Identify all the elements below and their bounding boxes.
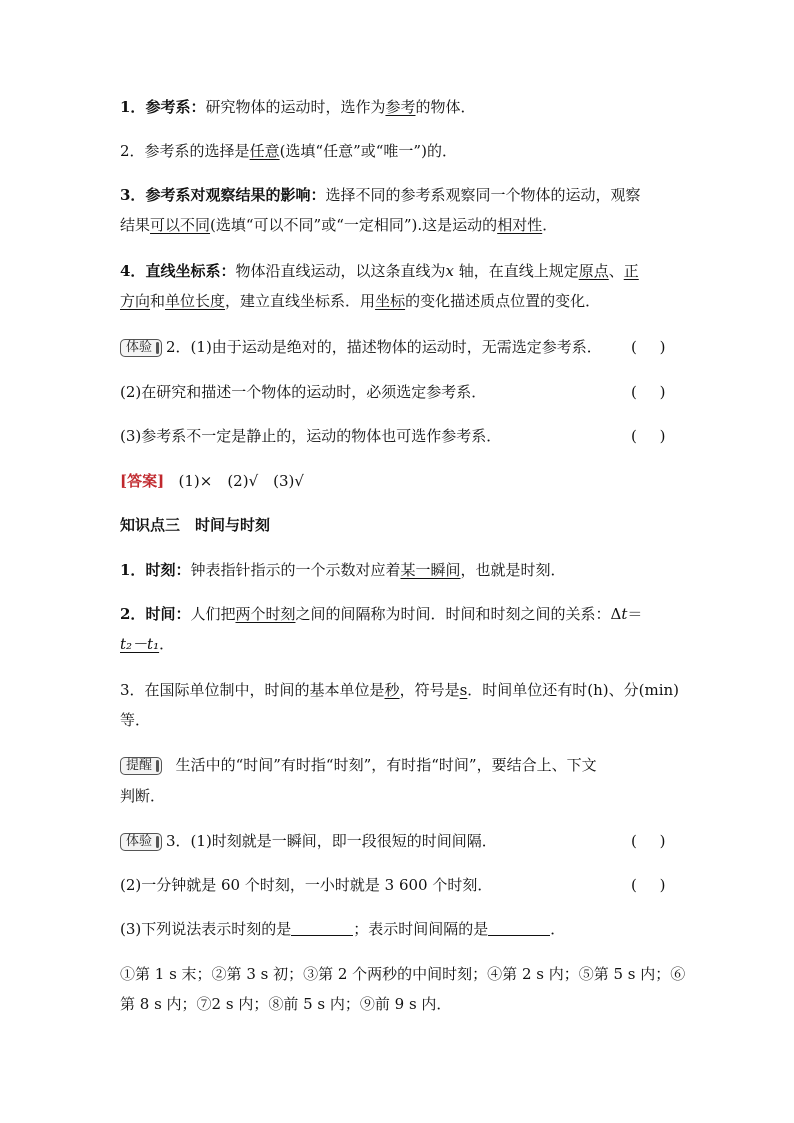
fill-answer: 单位长度 xyxy=(165,292,226,310)
time-item-2-line-1 xyxy=(120,604,642,624)
answer-blank[interactable] xyxy=(291,921,353,936)
time-item-2-line-2 xyxy=(120,634,174,654)
item-number: 2． xyxy=(120,605,146,623)
question-text: (2)在研究和描述一个物体的运动时，必须选定参考系． xyxy=(120,383,487,401)
fill-answer: 两个时刻 xyxy=(235,605,296,623)
text: 等． xyxy=(120,711,151,729)
fill-answer: 正 xyxy=(623,262,639,280)
formula: t₂－t₁ xyxy=(120,635,160,653)
text: ，符号是 xyxy=(399,681,460,699)
equals-sign: ＝ xyxy=(627,605,643,623)
text: 选择不同的参考系观察同一个物体的运动，观察 xyxy=(325,186,641,204)
item-number: 4． xyxy=(120,262,146,280)
question-text: (3)参考系不一定是静止的，运动的物体也可选作参考系． xyxy=(120,427,502,445)
time-item-3-line-2 xyxy=(120,710,150,730)
question-text: 2．(1)由于运动是绝对的，描述物体的运动时，无需选定参考系． xyxy=(166,338,602,356)
text: 3．在国际单位制中，时间的基本单位是 xyxy=(120,681,385,699)
question-text: ． xyxy=(550,920,566,938)
variable-t: t xyxy=(621,605,628,623)
text: 轴，在直线上规定 xyxy=(453,262,579,280)
answer-label: [答案] xyxy=(120,472,165,490)
term: 参考系： xyxy=(145,98,206,116)
ref-item-4-line-2 xyxy=(120,291,600,311)
answer-line xyxy=(120,471,304,491)
text: 人们把 xyxy=(190,605,236,623)
item-number: 1． xyxy=(120,561,146,579)
text: 钟表指针指示的一个示数对应着 xyxy=(190,561,401,579)
term: 时间： xyxy=(145,605,191,623)
exp3-options-line-1: ①第 1 s 末；②第 3 s 初；③第 2 个两秒的中间时刻；④第 2 s 内；⑤第 5 s 内；⑥ xyxy=(120,965,686,983)
answer-paren: ( ) xyxy=(631,338,666,356)
text: ，也就是时刻． xyxy=(460,561,566,579)
ref-item-1 xyxy=(120,97,476,117)
exp3-q1 xyxy=(120,831,497,851)
tip-tag: 提醒 xyxy=(120,757,162,775)
question-text: 3．(1)时刻就是一瞬间，即一段很短的时间间隔． xyxy=(166,832,497,850)
text: ．时间单位还有时(h)、分(min) xyxy=(467,681,680,699)
text: 的物体． xyxy=(415,98,476,116)
text: 结果 xyxy=(120,216,151,234)
item-number: 1． xyxy=(120,98,146,116)
fill-answer: 可以不同 xyxy=(150,216,211,234)
section-heading: 知识点三 时间与时刻 xyxy=(120,516,271,534)
question-text: (3)下列说法表示时刻的是 xyxy=(120,920,292,938)
answer-blank[interactable] xyxy=(488,921,550,936)
term: 时刻： xyxy=(145,561,191,579)
ref-item-2 xyxy=(120,141,457,161)
term: 直线坐标系： xyxy=(145,262,236,280)
term: 参考系对观察结果的影响： xyxy=(145,186,326,204)
answer-paren: ( ) xyxy=(631,383,666,401)
answer-paren: ( ) xyxy=(631,832,666,850)
text: ． xyxy=(159,635,175,653)
exp3-q3 xyxy=(120,919,565,939)
item-number: 2． xyxy=(120,142,145,160)
time-item-1 xyxy=(120,560,566,580)
text: 物体沿直线运动，以这条直线为 xyxy=(235,262,446,280)
fill-answer: 任意 xyxy=(249,142,280,160)
tip-text: 判断． xyxy=(120,787,166,805)
answer-paren: ( ) xyxy=(631,876,666,894)
exp2-q1 xyxy=(120,337,602,357)
tip-text: 生活中的“时间”有时指“时刻”，有时指“时间”，要结合上、下文 xyxy=(175,756,597,774)
answer-paren: ( ) xyxy=(631,427,666,445)
time-item-3-line-1 xyxy=(120,680,679,700)
text: 和 xyxy=(150,292,166,310)
text: (选填“任意”或“唯一”)的． xyxy=(279,142,457,160)
experience-tag: 体验 xyxy=(120,833,162,851)
ref-item-4-line-1 xyxy=(120,261,639,281)
item-number: 3． xyxy=(120,186,146,204)
question-text: ；表示时间间隔的是 xyxy=(353,920,489,938)
fill-answer: 参考 xyxy=(385,98,416,116)
fill-answer: s xyxy=(459,681,468,699)
tip-line-1 xyxy=(120,755,597,775)
text: (选填“可以不同”或“一定相同”).这是运动的 xyxy=(210,216,498,234)
exp2-q3 xyxy=(120,426,501,446)
text: ． xyxy=(542,216,558,234)
fill-answer: 坐标 xyxy=(375,292,406,310)
text: 之间的间隔称为时间．时间和时刻之间的关系：Δ xyxy=(295,605,622,623)
fill-answer: 秒 xyxy=(384,681,400,699)
fill-answer: 原点 xyxy=(578,262,609,280)
fill-answer: 某一瞬间 xyxy=(400,561,461,579)
text: 参考系的选择是 xyxy=(144,142,250,160)
text: ，建立直线坐标系．用 xyxy=(225,292,376,310)
fill-answer: 相对性 xyxy=(497,216,543,234)
exp3-q2 xyxy=(120,875,492,895)
exp3-options-line-2: 第 8 s 内；⑦2 s 内；⑧前 5 s 内；⑨前 9 s 内． xyxy=(120,995,452,1013)
text: 研究物体的运动时，选作为 xyxy=(205,98,386,116)
tip-line-2 xyxy=(120,786,165,806)
text: 、 xyxy=(608,262,624,280)
fill-answer: 方向 xyxy=(120,292,151,310)
ref-item-3-line-1 xyxy=(120,185,640,205)
experience-tag: 体验 xyxy=(120,339,162,357)
answer-text: (1)× (2)√ (3)√ xyxy=(178,472,304,490)
text: 的变化描述质点位置的变化． xyxy=(405,292,601,310)
question-text: (2)一分钟就是 60 个时刻，一小时就是 3 600 个时刻． xyxy=(120,876,493,894)
variable-x: x xyxy=(445,262,454,280)
ref-item-3-line-2 xyxy=(120,215,557,235)
exp2-q2 xyxy=(120,382,486,402)
